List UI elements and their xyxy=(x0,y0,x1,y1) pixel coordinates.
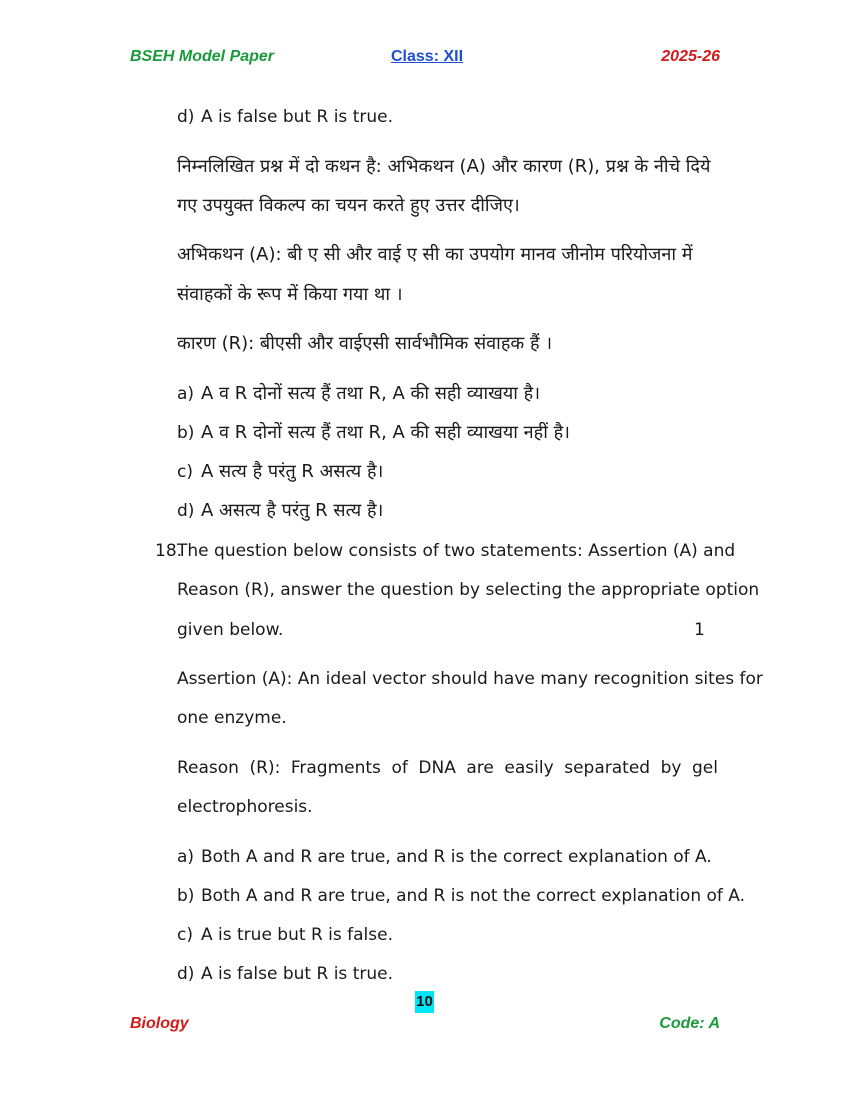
q18-assertion-line-2: one enzyme. xyxy=(177,708,287,728)
q18-assertion-line-1: Assertion (A): An ideal vector should have many recognition sites for xyxy=(177,669,763,689)
prev-option-d-text: A is false but R is true. xyxy=(201,107,393,127)
page-footer xyxy=(130,1015,720,1037)
header-paper-title: BSEH Model Paper xyxy=(130,48,275,65)
hindi-option-c: c) A सत्य है परंतु R असत्य है। xyxy=(177,461,384,482)
header-class[interactable]: Class: XII xyxy=(391,48,464,65)
footer-subject: Biology xyxy=(130,1015,189,1032)
q18-stem-line-3: given below. xyxy=(177,620,284,640)
hindi-instruction-line-2: गए उपयुक्त विकल्प का चयन करते हुए उत्तर दीजिए। xyxy=(177,195,520,216)
question-number: 18. xyxy=(155,541,183,561)
q18-option-a: a) Both A and R are true, and R is the correct explanation of A. xyxy=(177,847,712,867)
page-number: 10 xyxy=(415,991,434,1013)
page-header xyxy=(130,48,720,70)
header-session: 2025-26 xyxy=(661,48,720,65)
q18-stem-line-1: The question below consists of two statements: Assertion (A) and xyxy=(177,541,736,561)
q18-stem-line-2: Reason (R), answer the question by selecting the appropriate option xyxy=(177,580,760,600)
hindi-instruction-line-1: निम्नलिखित प्रश्न में दो कथन है: अभिकथन (A) और कारण (R), प्रश्न के नीचे दिये xyxy=(177,156,711,177)
prev-option-d: d) A is false but R is true. xyxy=(177,107,393,127)
hindi-assertion-line-1: अभिकथन (A): बी ए सी और वाई ए सी का उपयोग मानव जीनोम परियोजना में xyxy=(177,244,693,265)
q18-reason-line-2: electrophoresis. xyxy=(177,797,313,817)
hindi-assertion-line-2: संवाहकों के रूप में किया गया था । xyxy=(177,284,403,305)
footer-code: Code: A xyxy=(659,1015,720,1032)
q18-reason-line-1: Reason (R): Fragments of DNA are easily separated by gel xyxy=(177,758,718,778)
q18-option-b: b) Both A and R are true, and R is not the correct explanation of A. xyxy=(177,886,746,906)
q18-option-d: d) A is false but R is true. xyxy=(177,964,393,984)
q18-marks: 1 xyxy=(694,620,705,640)
hindi-option-b: b) A व R दोनों सत्य हैं तथा R, A की सही व्याखया नहीं है। xyxy=(177,422,570,443)
hindi-option-d: d) A असत्य है परंतु R सत्य है। xyxy=(177,500,384,521)
q18-option-c: c) A is true but R is false. xyxy=(177,925,393,945)
hindi-option-a: a) A व R दोनों सत्य हैं तथा R, A की सही व्याखया है। xyxy=(177,383,541,404)
hindi-reason: कारण (R): बीएसी और वाईएसी सार्वभौमिक संवाहक हैं । xyxy=(177,333,553,354)
